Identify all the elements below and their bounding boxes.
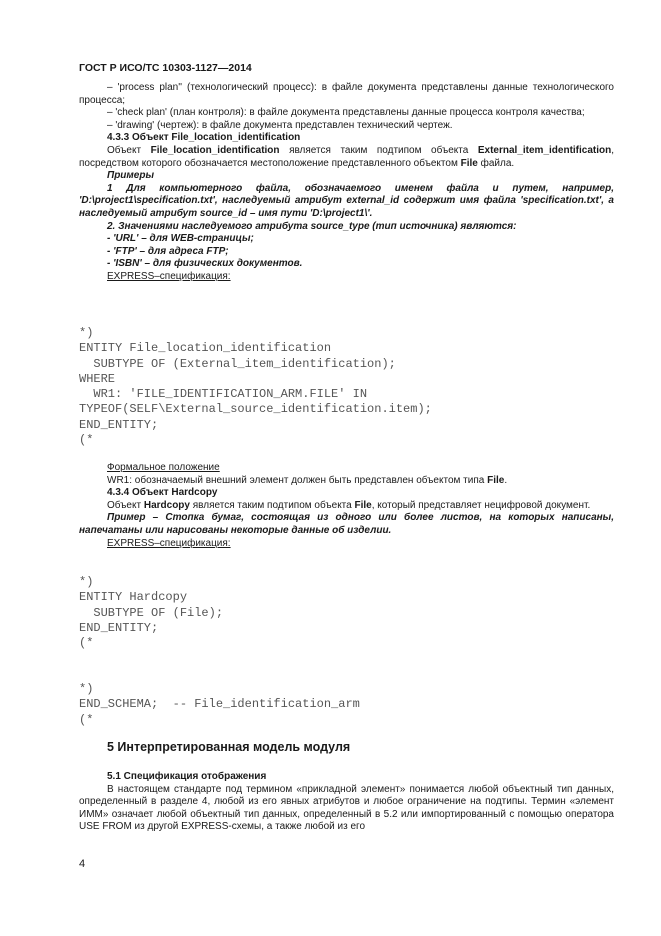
section-51-title: 5.1 Спецификация отображения (107, 771, 267, 782)
examples-label: Примеры (107, 170, 155, 182)
section-433-paragraph: Объект File_location_identification является таким подтипом объекта External_item_identification, посредством которого обозначается местоположение представленного объектом File файла. (79, 144, 615, 169)
example-2: 2. Значениями наследуемого атрибута source_type (тип источника) являются: (107, 220, 517, 232)
section-51-paragraph: В настоящем стандарте под термином «прикладной элемент» понимается любой объектный тип данных, определенный в разделе 4, любой из его явных атрибутов и любое ограничение на подтипы. Термин «элемент ИММ» означает любой объектный тип данных, определенный в 5.2 или импортированный с помощью оператора USE FROM из другой EXPRESS-схемы, а также любой из его (79, 783, 614, 833)
list-item: - 'URL' – для WEB-страницы; (107, 233, 254, 245)
list-item: – 'check plan' (план контроля): в файле документа представлены данные процесса контроля качества; (107, 107, 585, 119)
section-51-block (79, 771, 614, 834)
hardcopy-example: Пример – Стопка бумаг, состоящая из одного или более листов, на которых написаны, напечатаны или нарисованы некоторые данные об изделии. (79, 512, 614, 536)
formal-statement-text: WR1: обозначаемый внешний элемент должен быть представлен объектом типа File. (107, 474, 508, 486)
express-spec-label: EXPRESS–спецификация: (107, 270, 231, 282)
section-5-heading: 5 Интерпретированная модель модуля (107, 740, 351, 754)
standard-header: ГОСТ Р ИСО/ТС 10303-1127—2014 (79, 62, 252, 74)
section-434-block (79, 462, 614, 550)
example-1: 1 Для компьютерного файла, обозначаемого именем файла и путем, например, 'D:\project1\specification.txt', наследуемый атрибут external_id содержит имя файла 'specification.txt', а наследуемый атрибут source_id – имя пути 'D:\project1\'. (79, 182, 614, 219)
express-code-file-location: *) ENTITY File_location_identification SUBTYPE OF (External_item_identification); WHERE WR1: 'FILE_IDENTIFICATION_ARM.FILE' IN TYPEOF(SELF\External_source_identification.item); END_ENTITY; (* (79, 326, 432, 448)
section-434-title: 4.3.4 Объект Hardcopy (107, 487, 218, 499)
express-code-hardcopy: *) ENTITY Hardcopy SUBTYPE OF (File); END_ENTITY; (* (79, 575, 224, 651)
list-item: - 'FTP' – для адреса FTP; (107, 245, 229, 257)
formal-statement-label: Формальное положение (107, 462, 220, 473)
list-item: - 'ISBN' – для физических документов. (107, 258, 303, 270)
section-434-paragraph: Объект Hardcopy является таким подтипом объекта File, который представляет нецифровой документ. (107, 499, 591, 511)
section-433-title: 4.3.3 Объект File_location_identification (107, 132, 301, 144)
list-item: – 'process plan'' (технологический процесс): в файле документа представлены данные технологического процесса; (79, 82, 614, 106)
page-number: 4 (79, 858, 86, 870)
section-433-block (79, 82, 614, 284)
list-item: – 'drawing' (чертеж): в файле документа представлен технический чертеж. (107, 119, 453, 131)
express-spec-label: EXPRESS–спецификация: (107, 537, 231, 549)
express-code-end-schema: *) END_SCHEMA; -- File_identification_arm (* (79, 682, 360, 727)
